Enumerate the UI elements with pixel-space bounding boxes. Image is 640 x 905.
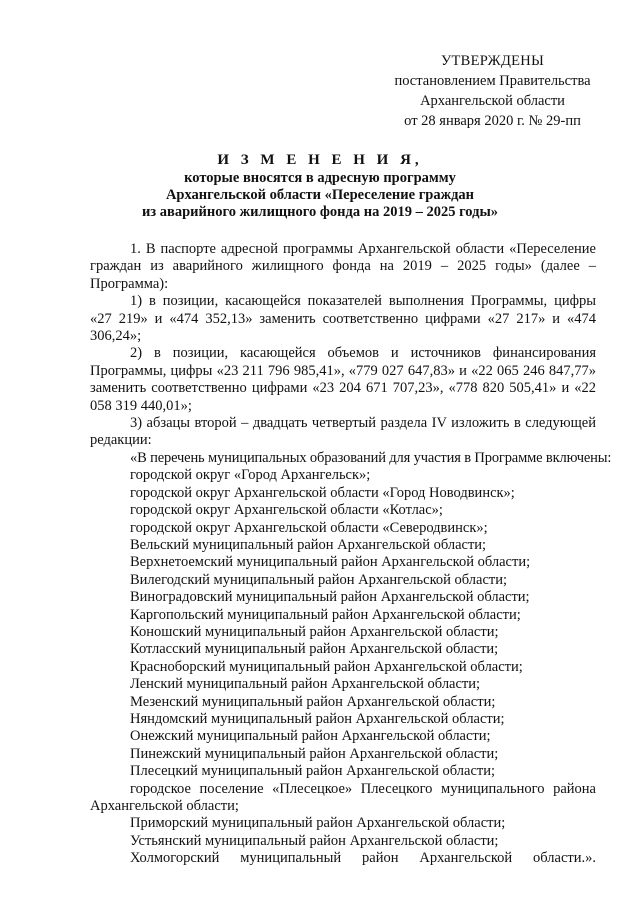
paragraph-3: 2) в позиции, касающейся объемов и источников финансирования Программы, цифры «23 211 796 985,41», «779 027 647,83» и «22 065 246 847,77» заменить соответственно цифрами «23 204 671 707,23», «778 820 505,41» и «22 058 319 440,01»; <box>90 345 596 414</box>
paragraph-1: 1. В паспорте адресной программы Архангельской области «Переселение граждан из аварийного жилищного фонда на 2019 – 2025 годы» (далее – Программа): <box>90 241 596 292</box>
list-item: Каргопольский муниципальный район Архангельской области; <box>130 606 521 623</box>
list-item: Коношский муниципальный район Архангельской области; <box>130 623 499 640</box>
document-title <box>90 152 550 221</box>
title-line-2: Архангельской области «Переселение граждан <box>165 187 475 203</box>
list-item: городской округ Архангельской области «Котлас»; <box>130 502 443 519</box>
list-item-plesetsk-settlement: городское поселение «Плесецкое» Плесецкого муниципального района Архангельской области; <box>90 780 596 814</box>
quote-intro: «В перечень муниципальных образований для участия в Программе включены: <box>130 449 612 466</box>
list-item-last: Холмогорский муниципальный район Архангельской области.». <box>130 850 596 867</box>
list-item: Мезенский муниципальный район Архангельской области; <box>130 693 496 710</box>
title-line-1: которые вносятся в адресную программу <box>184 170 456 186</box>
list-item: Няндомский муниципальный район Архангельской области; <box>130 710 505 727</box>
list-item: городской округ «Город Архангельск»; <box>130 467 371 484</box>
list-item: городской округ Архангельской области «Северодвинск»; <box>130 519 488 536</box>
list-item: Плесецкий муниципальный район Архангельской области; <box>130 763 495 780</box>
list-item: городской округ Архангельской области «Город Новодвинск»; <box>130 484 515 501</box>
list-item: Пинежский муниципальный район Архангельской области; <box>130 745 499 762</box>
list-item: Приморский муниципальный район Архангельской области; <box>130 815 506 832</box>
approval-block <box>385 51 600 131</box>
paragraph-2: 1) в позиции, касающейся показателей выполнения Программы, цифры «27 219» и «474 352,13» заменить соответственно цифрами «27 217» и «474 306,24»; <box>90 293 596 345</box>
approval-heading: УТВЕРЖДЕНЫ <box>440 53 545 69</box>
list-item: Виноградовский муниципальный район Архангельской области; <box>130 589 530 606</box>
list-item: Красноборский муниципальный район Архангельской области; <box>130 658 523 675</box>
list-item: Вельский муниципальный район Архангельской области; <box>130 536 487 553</box>
approval-line-2: Архангельской области <box>420 93 565 109</box>
list-item: Вилегодский муниципальный район Архангельской области; <box>130 571 508 588</box>
approval-line-3: от 28 января 2020 г. № 29-пп <box>404 113 581 129</box>
title-line-3: из аварийного жилищного фонда на 2019 – 2025 годы» <box>141 204 499 220</box>
approval-line-1: постановлением Правительства <box>394 73 591 89</box>
list-item: Устьянский муниципальный район Архангельской области; <box>130 832 499 849</box>
paragraph-4: 3) абзацы второй – двадцать четвертый раздела IV изложить в следующей редакции: <box>90 415 596 449</box>
list-item: Верхнетоемский муниципальный район Архангельской области; <box>130 554 531 571</box>
list-item: Онежский муниципальный район Архангельской области; <box>130 728 491 745</box>
document-body <box>90 241 612 868</box>
title-word: И З М Е Н Е Н И Я, <box>217 152 423 168</box>
list-item: Ленский муниципальный район Архангельской области; <box>130 676 481 693</box>
list-item: Котласский муниципальный район Архангельской области; <box>130 641 499 658</box>
